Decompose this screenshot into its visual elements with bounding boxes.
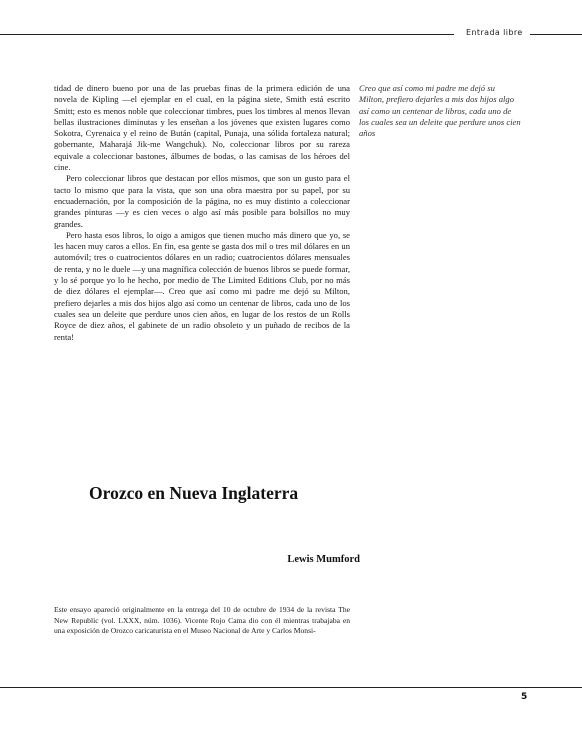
top-rule-right xyxy=(530,34,582,35)
article-body xyxy=(54,83,350,343)
next-article-note xyxy=(54,605,350,637)
running-head: Entrada libre xyxy=(466,28,523,37)
bottom-rule xyxy=(0,687,582,688)
next-article-note-text: Este ensayo apareció originalmente en la entrega del 10 de octubre de 1934 de la revista The New Republic (vol. LXXX, núm. 1036). Vicente Rojo Cama dio con él mientras trabajaba en una exposición de Orozco caricaturista en el Museo Nacional de Arte y Carlos Monsi- xyxy=(54,605,350,636)
article-paragraph-2: Pero coleccionar libros que destacan por ellos mismos, que son un gusto para el tacto lo mismo que para la vista, que son una obra maestra por su papel, por su encuadernación, por la composición de la página, no es muy distinto a coleccionar grandes pinturas —y es cien veces o algo así más posible para bolsillos no muy grandes. xyxy=(54,173,350,229)
next-article-title: Orozco en Nueva Inglaterra xyxy=(89,483,299,503)
next-article-author: Lewis Mumford xyxy=(287,554,360,565)
article-paragraph-3: Pero hasta esos libros, lo oigo a amigos que tienen mucho más dinero que yo, se les hacen muy caros a ellos. En fin, esa gente se gasta dos mil o tres mil dólares en un automóvil; tres o cuatrocientos dólares en un radio; cuatrocientos dólares mensuales de renta, y no le duele —y una magnífica colección de buenos libros se puede formar, y lo sé porque yo lo he hecho, por medio de The Limited Editions Club, por no más de diez dólares el ejemplar—. Creo que así como mi padre me dejó su Milton, prefiero dejarles a mis dos hijos algo así como un centenar de libros, cada uno de los cuales sea un deleite que perdure unos cien años, en lugar de los restos de un Rolls Royce de diez años, el gabinete de un radio obsoleto y un puñado de recibos de la renta! xyxy=(54,229,350,342)
top-rule xyxy=(0,34,454,35)
article-paragraph-1: tidad de dinero bueno por una de las pruebas finas de la primera edición de una novela de Kipling —el ejemplar en el cual, en la página siete, Smith está escrito Smitt; esto es menos noble que coleccionar timbres, pues los timbres al menos llevan bellas ilustraciones diminutas y les enseñan a los jóvenes que existen lugares como Sokotra, Cyrenaica y el reino de Bután (capital, Punaja, una sólida fortaleza natural; gobernante, Maharajá Jik-me Wangchuk). No, coleccionar libros por su rareza equivale a coleccionar bastones, álbumes de bodas, o las camisas de los héroes del cine. xyxy=(54,83,350,173)
pullquote: Creo que así como mi padre me dejó su Milton, prefiero dejarles a mis dos hijos algo así como un centenar de libros, cada uno de los cuales sea un deleite que perdure unos cien años xyxy=(359,83,521,139)
page-number: 5 xyxy=(521,692,528,702)
